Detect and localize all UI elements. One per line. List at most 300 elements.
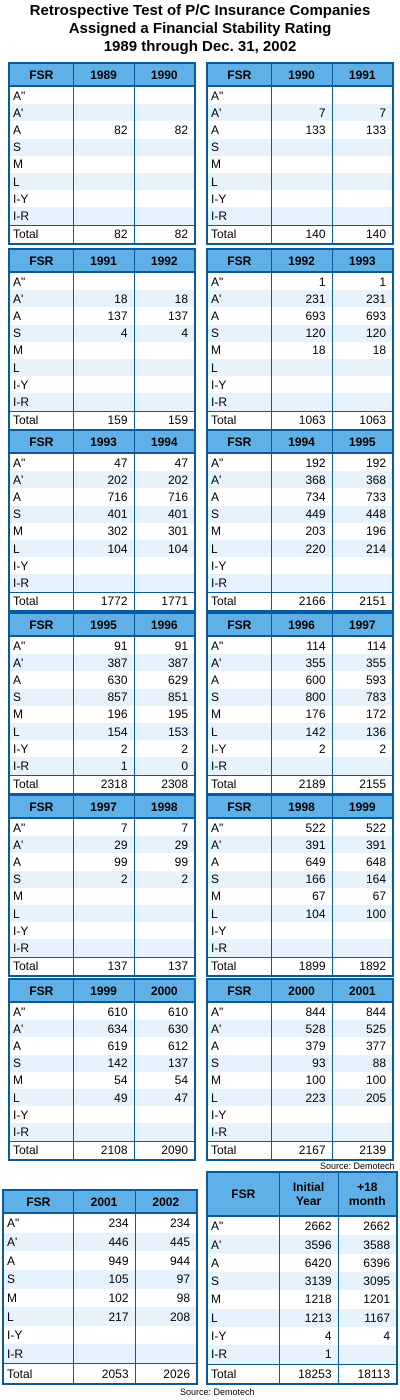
table-row (207, 1123, 393, 1141)
count-cell: 67 (332, 888, 393, 905)
table-header-row (9, 430, 195, 453)
count-cell: 100 (332, 905, 393, 922)
table-row (207, 1309, 397, 1327)
total-row (207, 1141, 393, 1160)
count-cell: 137 (73, 957, 134, 976)
count-cell: 192 (271, 453, 332, 471)
count-cell: 1 (73, 757, 134, 775)
table-header-row (9, 63, 195, 86)
count-cell: 159 (73, 411, 134, 430)
table-row (9, 740, 195, 757)
rating-label: A (211, 1038, 220, 1053)
table-row (207, 1020, 393, 1037)
rating-label: Total (207, 957, 271, 976)
fsr-table-11 (8, 978, 196, 1161)
count-cell: 619 (73, 1037, 134, 1054)
rating-label: M (211, 343, 221, 358)
count-cell (73, 574, 134, 592)
count-cell (134, 922, 195, 939)
table-row (9, 689, 195, 706)
count-cell: 2026 (135, 1364, 197, 1384)
count-cell (332, 574, 393, 592)
count-cell (73, 207, 134, 225)
count-cell: 172 (332, 706, 393, 723)
count-cell: 944 (135, 1251, 197, 1270)
fsr-table-10 (206, 794, 394, 977)
count-cell: 140 (271, 225, 332, 244)
count-cell (134, 207, 195, 225)
table-row (207, 922, 393, 939)
rating-label: A (211, 672, 220, 687)
rating-label: S (207, 871, 271, 888)
count-cell: 205 (332, 1089, 393, 1106)
count-cell (134, 342, 195, 359)
count-cell: 629 (134, 671, 195, 688)
table-row (207, 740, 393, 757)
total-row (9, 775, 195, 794)
count-cell: 208 (135, 1307, 197, 1326)
count-cell: 630 (73, 671, 134, 688)
count-cell: 29 (134, 836, 195, 853)
count-cell (332, 1123, 393, 1141)
rating-label: I-R (207, 393, 271, 411)
count-cell: 142 (271, 723, 332, 740)
rating-label: A" (211, 1219, 224, 1234)
count-cell: 203 (271, 523, 332, 540)
count-cell (134, 190, 195, 207)
table-row (207, 853, 393, 870)
count-cell: 1771 (134, 592, 195, 611)
count-cell: 7 (134, 818, 195, 836)
count-cell: 1201 (338, 1290, 397, 1308)
rating-label: L (207, 905, 271, 922)
table-row (3, 1213, 197, 1233)
rating-label: L (9, 905, 73, 922)
count-cell: 2155 (332, 775, 393, 794)
count-cell (271, 86, 332, 104)
count-cell: 851 (134, 689, 195, 706)
count-cell: 733 (332, 488, 393, 505)
count-cell: 1218 (279, 1290, 338, 1308)
rating-label: A (7, 1253, 16, 1268)
table-row (207, 1002, 393, 1020)
count-cell: 220 (271, 540, 332, 557)
rating-label: M (13, 524, 23, 539)
count-cell (134, 574, 195, 592)
table-row (207, 905, 393, 922)
table-row (9, 173, 195, 190)
count-cell: 693 (271, 307, 332, 324)
header-period: 1999 (332, 795, 393, 818)
table-row (9, 207, 195, 225)
count-cell: 1 (332, 272, 393, 290)
rating-label: A' (9, 290, 73, 307)
fsr-table-8 (206, 612, 394, 795)
count-cell (134, 905, 195, 922)
count-cell: 104 (134, 540, 195, 557)
header-fsr: FSR (207, 63, 271, 86)
table-row (207, 376, 393, 393)
count-cell: 3596 (279, 1235, 338, 1253)
header-period: 1991 (332, 63, 393, 86)
count-cell: 612 (134, 1037, 195, 1054)
rating-label: A' (9, 1020, 73, 1037)
rating-label: A' (207, 1235, 279, 1253)
count-cell: 387 (134, 654, 195, 671)
table-row (207, 104, 393, 121)
count-cell (134, 86, 195, 104)
rating-label: I-Y (211, 1329, 227, 1343)
table-row (207, 818, 393, 836)
rating-label: A (13, 854, 22, 869)
rating-label: M (211, 1073, 221, 1088)
table-row (9, 86, 195, 104)
header-period: 1998 (134, 795, 195, 818)
rating-label: A" (211, 455, 224, 470)
header-period: 1991 (73, 249, 134, 272)
table-row (207, 325, 393, 342)
count-cell (332, 939, 393, 957)
rating-label: L (207, 1309, 279, 1327)
table-row (3, 1307, 197, 1326)
count-cell: 446 (73, 1233, 135, 1252)
count-cell: 82 (134, 121, 195, 138)
count-cell: 196 (332, 523, 393, 540)
count-cell: 734 (271, 488, 332, 505)
fsr-table-3 (8, 248, 196, 431)
rating-label: M (13, 1073, 23, 1088)
table-row (9, 671, 195, 688)
count-cell: 91 (134, 636, 195, 654)
count-cell (271, 139, 332, 156)
count-cell: 231 (332, 290, 393, 307)
count-cell: 449 (271, 506, 332, 523)
table-row (207, 1055, 393, 1072)
rating-label: Total (207, 225, 271, 244)
total-row (207, 1364, 397, 1384)
rating-label: A (13, 489, 22, 504)
table-row (207, 939, 393, 957)
rating-label: A' (207, 471, 271, 488)
count-cell: 379 (271, 1037, 332, 1054)
rating-label: A" (211, 88, 224, 103)
header-period: 1995 (332, 430, 393, 453)
count-cell: 202 (73, 471, 134, 488)
count-cell: 377 (332, 1037, 393, 1054)
rating-label: M (211, 524, 221, 539)
total-row (207, 775, 393, 794)
rating-label: A" (7, 1216, 20, 1231)
count-cell: 214 (332, 540, 393, 557)
table-row (9, 818, 195, 836)
rating-label: I-Y (7, 1328, 23, 1343)
rating-label: A (13, 672, 22, 687)
table-row (9, 1123, 195, 1141)
table-row (9, 888, 195, 905)
rating-label: A' (9, 104, 73, 121)
rating-label: L (9, 359, 73, 376)
table-header-row (207, 430, 393, 453)
fsr-table-4 (206, 248, 394, 431)
table-row (9, 453, 195, 471)
count-cell: 716 (134, 488, 195, 505)
rating-label: A" (13, 638, 26, 653)
count-cell (332, 376, 393, 393)
table-header-row (207, 249, 393, 272)
count-cell: 234 (135, 1213, 197, 1233)
table-row (207, 272, 393, 290)
header-fsr: FSR (207, 795, 271, 818)
rating-label: A" (211, 638, 224, 653)
table-row (9, 359, 195, 376)
rating-label: I-Y (211, 741, 227, 756)
count-cell: 4 (338, 1327, 397, 1345)
table-header-row (207, 63, 393, 86)
count-cell: 301 (134, 523, 195, 540)
table-row (3, 1233, 197, 1252)
table-row (207, 86, 393, 104)
count-cell: 47 (134, 1089, 195, 1106)
count-cell (338, 1345, 397, 1364)
count-cell (271, 376, 332, 393)
header-period: 1992 (134, 249, 195, 272)
rating-label: Total (207, 775, 271, 794)
rating-label: Total (9, 1141, 73, 1160)
table-row (9, 342, 195, 359)
rating-label: L (207, 1089, 271, 1106)
total-row (207, 225, 393, 244)
table-row (9, 540, 195, 557)
count-cell: 114 (332, 636, 393, 654)
count-cell: 2189 (271, 775, 332, 794)
table-row (207, 139, 393, 156)
count-cell (271, 1123, 332, 1141)
count-cell: 137 (134, 307, 195, 324)
count-cell: 18 (332, 342, 393, 359)
table-row (9, 939, 195, 957)
table-row (207, 654, 393, 671)
fsr-table-6 (206, 429, 394, 612)
count-cell (134, 557, 195, 574)
total-row (9, 592, 195, 611)
table-row (9, 757, 195, 775)
rating-label: I-R (207, 574, 271, 592)
rating-label: A (13, 1038, 22, 1053)
count-cell (134, 1106, 195, 1123)
table-row (9, 272, 195, 290)
count-cell: 2053 (73, 1364, 135, 1384)
rating-label: A (211, 489, 220, 504)
rating-label: I-Y (211, 558, 227, 573)
header-period: 1994 (271, 430, 332, 453)
header-fsr: FSR (9, 979, 73, 1002)
rating-label: L (9, 1089, 73, 1106)
header-period: 1996 (271, 613, 332, 636)
rating-label: M (7, 1290, 17, 1305)
table-row (207, 506, 393, 523)
rating-label: L (9, 723, 73, 740)
rating-label: I-Y (13, 1107, 29, 1122)
count-cell: 88 (332, 1055, 393, 1072)
count-cell: 234 (73, 1213, 135, 1233)
title-line-1: Retrospective Test of P/C Insurance Companies (29, 2, 371, 19)
table-row (207, 453, 393, 471)
count-cell: 525 (332, 1020, 393, 1037)
rating-label: A' (9, 836, 73, 853)
count-cell (73, 939, 134, 957)
rating-label: A" (211, 274, 224, 289)
total-row (3, 1364, 197, 1384)
table-row (207, 574, 393, 592)
count-cell: 4 (134, 325, 195, 342)
count-cell: 153 (134, 723, 195, 740)
count-cell: 166 (271, 871, 332, 888)
rating-label: A (13, 308, 22, 323)
rating-label: M (211, 157, 221, 172)
count-cell (134, 104, 195, 121)
fsr-table-7 (8, 612, 196, 795)
count-cell: 1213 (279, 1309, 338, 1327)
count-cell (134, 156, 195, 173)
rating-label: Total (9, 957, 73, 976)
count-cell: 6396 (338, 1254, 397, 1272)
count-cell (135, 1326, 197, 1345)
count-cell: 2662 (279, 1216, 338, 1235)
count-cell (271, 190, 332, 207)
rating-label: I-Y (211, 923, 227, 938)
count-cell: 176 (271, 706, 332, 723)
table-row (3, 1326, 197, 1345)
table-row (207, 689, 393, 706)
header-period: 1990 (134, 63, 195, 86)
rating-label: M (211, 1292, 221, 1307)
rating-label: A' (207, 104, 271, 121)
rating-label: A' (9, 654, 73, 671)
rating-label: S (9, 689, 73, 706)
header-period: Initial Year (279, 1172, 338, 1216)
table-row (9, 636, 195, 654)
rating-label: M (13, 343, 23, 358)
rating-label: A" (211, 1004, 224, 1019)
header-fsr: FSR (3, 1190, 73, 1213)
table-row (207, 706, 393, 723)
count-cell: 142 (73, 1055, 134, 1072)
table-row (207, 1290, 397, 1308)
count-cell: 137 (134, 1055, 195, 1072)
table-row (9, 1055, 195, 1072)
table-row (9, 654, 195, 671)
count-cell (332, 359, 393, 376)
count-cell: 99 (73, 853, 134, 870)
count-cell (73, 86, 134, 104)
count-cell (134, 939, 195, 957)
count-cell: 3139 (279, 1272, 338, 1290)
count-cell (73, 393, 134, 411)
total-row (207, 411, 393, 430)
count-cell: 1167 (338, 1309, 397, 1327)
rating-label: A' (207, 654, 271, 671)
count-cell (271, 939, 332, 957)
count-cell: 99 (134, 853, 195, 870)
count-cell: 368 (332, 471, 393, 488)
table-row (9, 1089, 195, 1106)
table-row (9, 706, 195, 723)
table-row (9, 190, 195, 207)
rating-label: S (9, 506, 73, 523)
count-cell: 2318 (73, 775, 134, 794)
table-row (9, 471, 195, 488)
fsr-table-2 (206, 62, 394, 245)
count-cell: 231 (271, 290, 332, 307)
count-cell (271, 757, 332, 775)
rating-label: I-R (207, 757, 271, 775)
rating-label: I-Y (13, 191, 29, 206)
table-row (207, 359, 393, 376)
count-cell: 1063 (332, 411, 393, 430)
rating-label: I-R (207, 1123, 271, 1141)
table-row (9, 139, 195, 156)
count-cell: 67 (271, 888, 332, 905)
rating-label: I-Y (211, 191, 227, 206)
rating-label: M (13, 157, 23, 172)
count-cell: 2 (271, 740, 332, 757)
count-cell (271, 173, 332, 190)
fsr-table-5 (8, 429, 196, 612)
count-cell: 100 (332, 1072, 393, 1089)
total-row (207, 957, 393, 976)
header-fsr: FSR (9, 249, 73, 272)
rating-label: Total (9, 411, 73, 430)
header-period: 1997 (332, 613, 393, 636)
rating-label: I-Y (13, 741, 29, 756)
table-row (207, 1037, 393, 1054)
header-period: 1989 (73, 63, 134, 86)
header-fsr: FSR (9, 430, 73, 453)
rating-label: Total (9, 225, 73, 244)
count-cell: 47 (134, 453, 195, 471)
count-cell: 630 (134, 1020, 195, 1037)
count-cell: 649 (271, 853, 332, 870)
count-cell (332, 922, 393, 939)
rating-label: I-R (207, 939, 271, 957)
table-row (207, 307, 393, 324)
count-cell: 522 (332, 818, 393, 836)
table-row (9, 723, 195, 740)
count-cell: 4 (73, 325, 134, 342)
count-cell: 223 (271, 1089, 332, 1106)
count-cell (134, 359, 195, 376)
count-cell: 2151 (332, 592, 393, 611)
header-period: 1994 (134, 430, 195, 453)
count-cell: 2308 (134, 775, 195, 794)
header-period: 1999 (73, 979, 134, 1002)
table-row (9, 523, 195, 540)
count-cell: 401 (73, 506, 134, 523)
count-cell (73, 905, 134, 922)
rating-label: A' (9, 471, 73, 488)
rating-label: A (211, 1255, 220, 1270)
count-cell (332, 139, 393, 156)
table-header-row (9, 795, 195, 818)
count-cell (332, 557, 393, 574)
count-cell: 857 (73, 689, 134, 706)
rating-label: I-R (207, 1345, 279, 1364)
count-cell (332, 393, 393, 411)
count-cell (73, 1326, 135, 1345)
count-cell (134, 139, 195, 156)
rating-label: M (211, 889, 221, 904)
rating-label: I-R (3, 1344, 73, 1363)
